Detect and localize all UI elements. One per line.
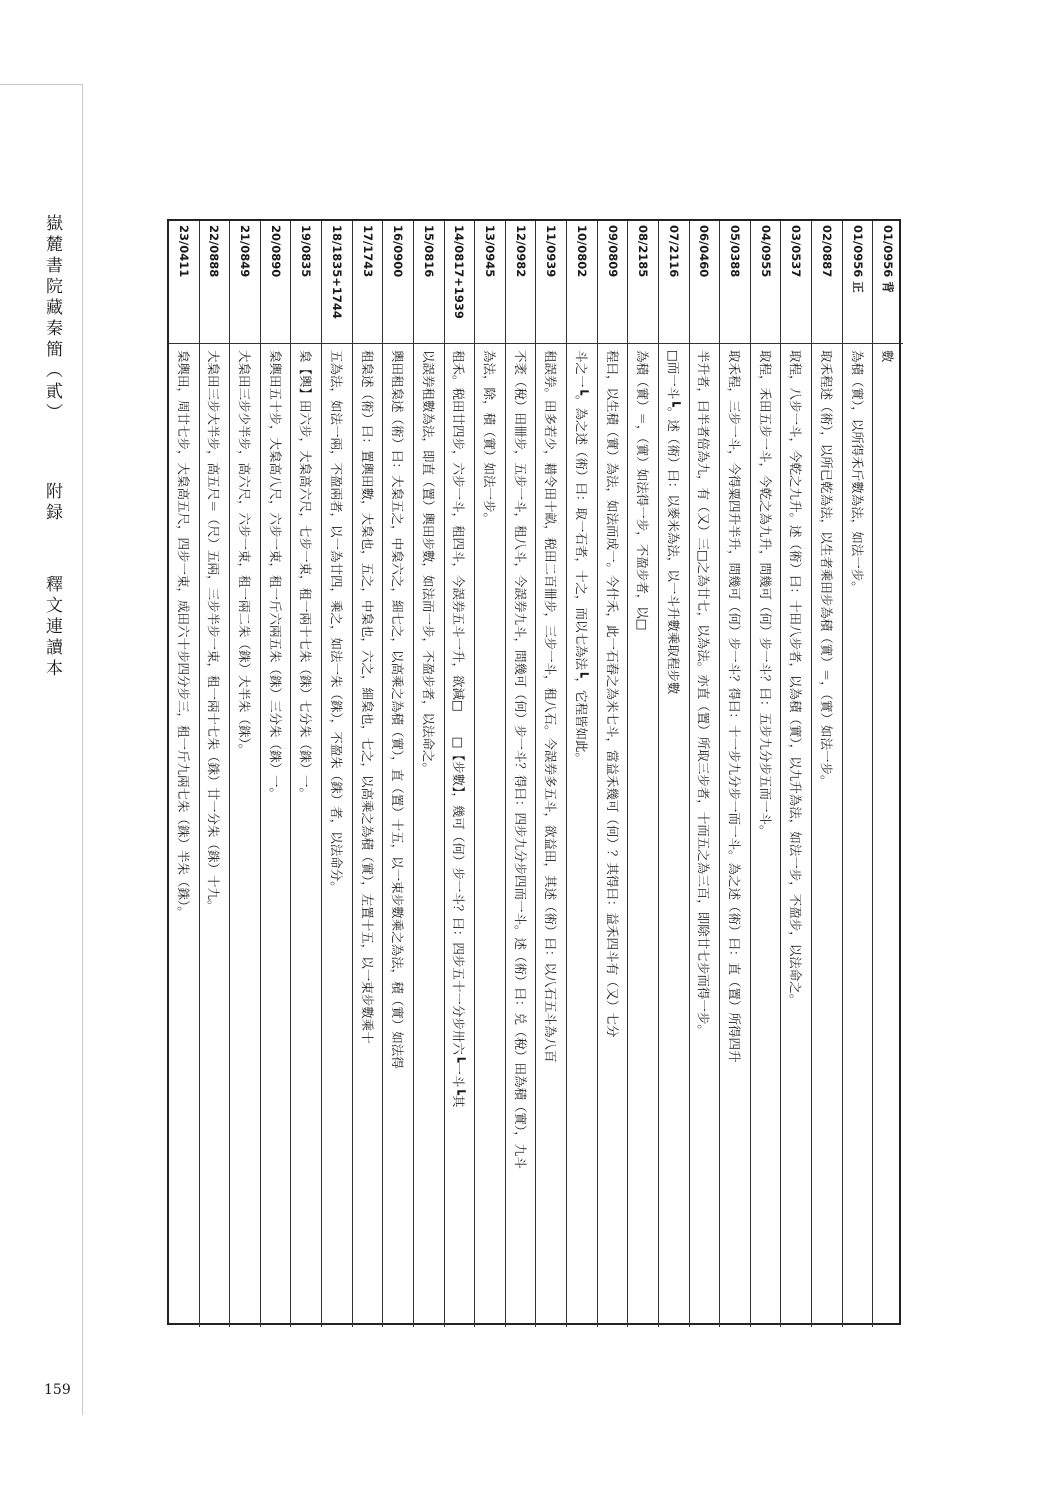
table-row — [505, 221, 536, 1327]
table-row — [413, 221, 444, 1327]
table-row — [169, 221, 199, 1327]
slip-text: 枲【輿】田六步，大枲高六尺，七步一束，租一兩十七朱（銖）七分朱（銖）一。 — [298, 350, 314, 801]
slip-text: 租枲述（術）曰：置輿田數，大枲也，五之，中枲也，六之，細枲也，七之，以高乘之為積（實），左置十五，以一束步數乘十 — [359, 350, 375, 1044]
table-row — [658, 221, 689, 1327]
table-row — [444, 221, 475, 1327]
slip-text: 不袤（稅）田卌步，五步一斗，租八斗，今誤券九斗，問幾可（何）步一斗？得曰：四步九分步四而一斗。述（術）曰：兑（稅）田為積（實），九斗 — [512, 350, 528, 1169]
slip-number: 22/0888 — [200, 221, 230, 344]
slip-text: 取程，八步一斗，今乾之九升。述（術）曰：十田八步者，以為積（實），以九升為法，如法一步，不盈步，以法命之。 — [788, 350, 804, 1007]
slip-number: 16/0900 — [383, 221, 413, 344]
slip-text: □而一斗┗。述（術）曰：以麥米為法，以一斗升數乘取程步數 — [665, 350, 681, 695]
table-row — [811, 221, 842, 1327]
slip-number: 07/2116 — [659, 221, 689, 344]
slip-text: 取禾程，三步一斗，今得粟四升半升，問幾可（何）步一斗？得曰：十一步九分步一而一斗。為之述（術）曰：直（置）所得四升 — [727, 350, 743, 1063]
slip-text: 半升者，曰半者倍為九，有（又）三□之為廿七，以為法。亦直（置）所取三步者，十而五之為三百，即除廿七步而得一步。 — [696, 350, 712, 1037]
slip-text: 枲輿田，周廿七步，大枲高五尺，四步一束，成田六十步四分步三，租一斤九兩七朱（銖）半朱（銖）。 — [175, 350, 191, 919]
table-row — [199, 221, 230, 1327]
slip-text: 租誤券。田多若少，耤令田十畝，税田二百卌步，三步一斗，租八石。今誤券多五斗，欲益田，其述（術）曰：以八石五斗為八百 — [543, 350, 559, 1063]
table-row — [474, 221, 505, 1327]
table-row — [229, 221, 260, 1327]
slip-number: 14/0817+1939 — [445, 221, 475, 344]
table-row — [872, 221, 903, 1327]
slip-number: 23/0411 — [169, 221, 199, 344]
slip-text: 以誤券租數為法，即直（置）輿田步數，如法而一步，不盈步者，以法命之。 — [420, 350, 436, 776]
slip-text: 取禾程述（術），以所已乾為法，以生者乘田步為積（實）＝，（實）如法一步。 — [818, 350, 834, 788]
slip-text: 數 — [880, 350, 896, 363]
slip-text: 大枲田三步大半步，高五尺＝（尺）五兩，三步半步一束，租一兩十七朱（銖）廿一分朱（銖）十九。 — [206, 350, 222, 913]
slip-number: 10/0802 — [567, 221, 597, 344]
slip-number: 13/0945 — [475, 221, 505, 344]
slip-number: 20/0890 — [261, 221, 291, 344]
slip-number: 01/0956 背 — [873, 221, 903, 344]
table-row — [260, 221, 291, 1327]
table-row — [719, 221, 750, 1327]
slip-text: 為積（實），以所得禾斤數為法，如法一步。 — [849, 350, 865, 594]
table-row — [321, 221, 352, 1327]
slip-number: 04/0955 — [751, 221, 781, 344]
table-row — [842, 221, 873, 1327]
book-title: 嶽麓書院藏秦簡（貳） — [42, 214, 62, 424]
slip-number: 01/0956 正 — [843, 221, 873, 344]
table-row — [627, 221, 658, 1327]
table-row — [536, 221, 567, 1327]
slip-text: 枲輿田五十步，大枲高八尺，六步一束，租一斤六兩五朱（銖）三分朱（銖）一。 — [267, 350, 283, 801]
slip-text: 輿田租枲述（術）曰：大枲五之，中枲六之，細七之，以高乘之為積（實），直（置）十五，以一束步數乘之為法，積（實）如法得 — [390, 350, 406, 1069]
slip-text: 程曰，以生積（實）為法，如法而成一。今什禾，此一石舂之為米七斗，當益禾幾可（何）？其得曰：益禾四斗有（又）七分 — [604, 350, 620, 1038]
slip-number: 05/0388 — [720, 221, 750, 344]
slip-number: 18/1835+1744 — [322, 221, 352, 344]
table-row — [352, 221, 383, 1327]
sub-title: 釋文連讀本 — [42, 575, 62, 680]
slip-number: 08/2185 — [628, 221, 658, 344]
table-row — [566, 221, 597, 1327]
slip-number: 09/0809 — [598, 221, 628, 344]
slip-number: 06/0460 — [690, 221, 720, 344]
slip-number: 21/0849 — [230, 221, 260, 344]
slip-number: 02/0887 — [812, 221, 842, 344]
table-row — [597, 221, 628, 1327]
slip-text: 大枲田三步少半步，高六尺，六步一束，租一兩二朱（銖）大半朱（銖）。 — [237, 350, 253, 757]
page-number: 159 — [44, 1382, 71, 1398]
table-row — [750, 221, 781, 1327]
table-row — [382, 221, 413, 1327]
table-row — [689, 221, 720, 1327]
slip-number: 03/0537 — [782, 221, 812, 344]
slip-number: 19/0835 — [292, 221, 322, 344]
slip-text: 五為法，如法一兩，不盈兩者，以一為廿四，乘之，如法一朱（銖），不盈朱（銖）者，以法命分。 — [328, 350, 344, 894]
slip-number: 17/1743 — [353, 221, 383, 344]
table-row — [781, 221, 812, 1327]
slip-text: 為法，除，積（實）如法一步。 — [482, 350, 498, 526]
section-title: 附録 — [42, 482, 62, 524]
slip-text: 租禾。税田廿四步，六步一斗，租四斗，今誤券五斗一升，欲減□ □【步數】，幾可（何）步一斗？曰：四步五十一分步卅六┗一斗┗其 — [451, 350, 467, 1108]
transcription-table — [167, 219, 901, 1325]
slip-text: 取程，禾田五步一斗，今乾之為九升，問幾可（何）步一斗？曰：五步九分步五而一斗。 — [757, 350, 773, 838]
slip-number: 11/0939 — [537, 221, 567, 344]
slip-text: 斗之一┗。為之述（術）曰：取一石者，十之，而以七為法┗，它程皆如此。 — [573, 350, 589, 766]
table-row — [291, 221, 322, 1327]
slip-number: 12/0982 — [506, 221, 536, 344]
slip-text: 為積（實）＝，（實）如法得一步，不盈步者，以□ — [635, 350, 651, 631]
slip-number: 15/0816 — [414, 221, 444, 344]
table-body — [169, 221, 903, 1327]
